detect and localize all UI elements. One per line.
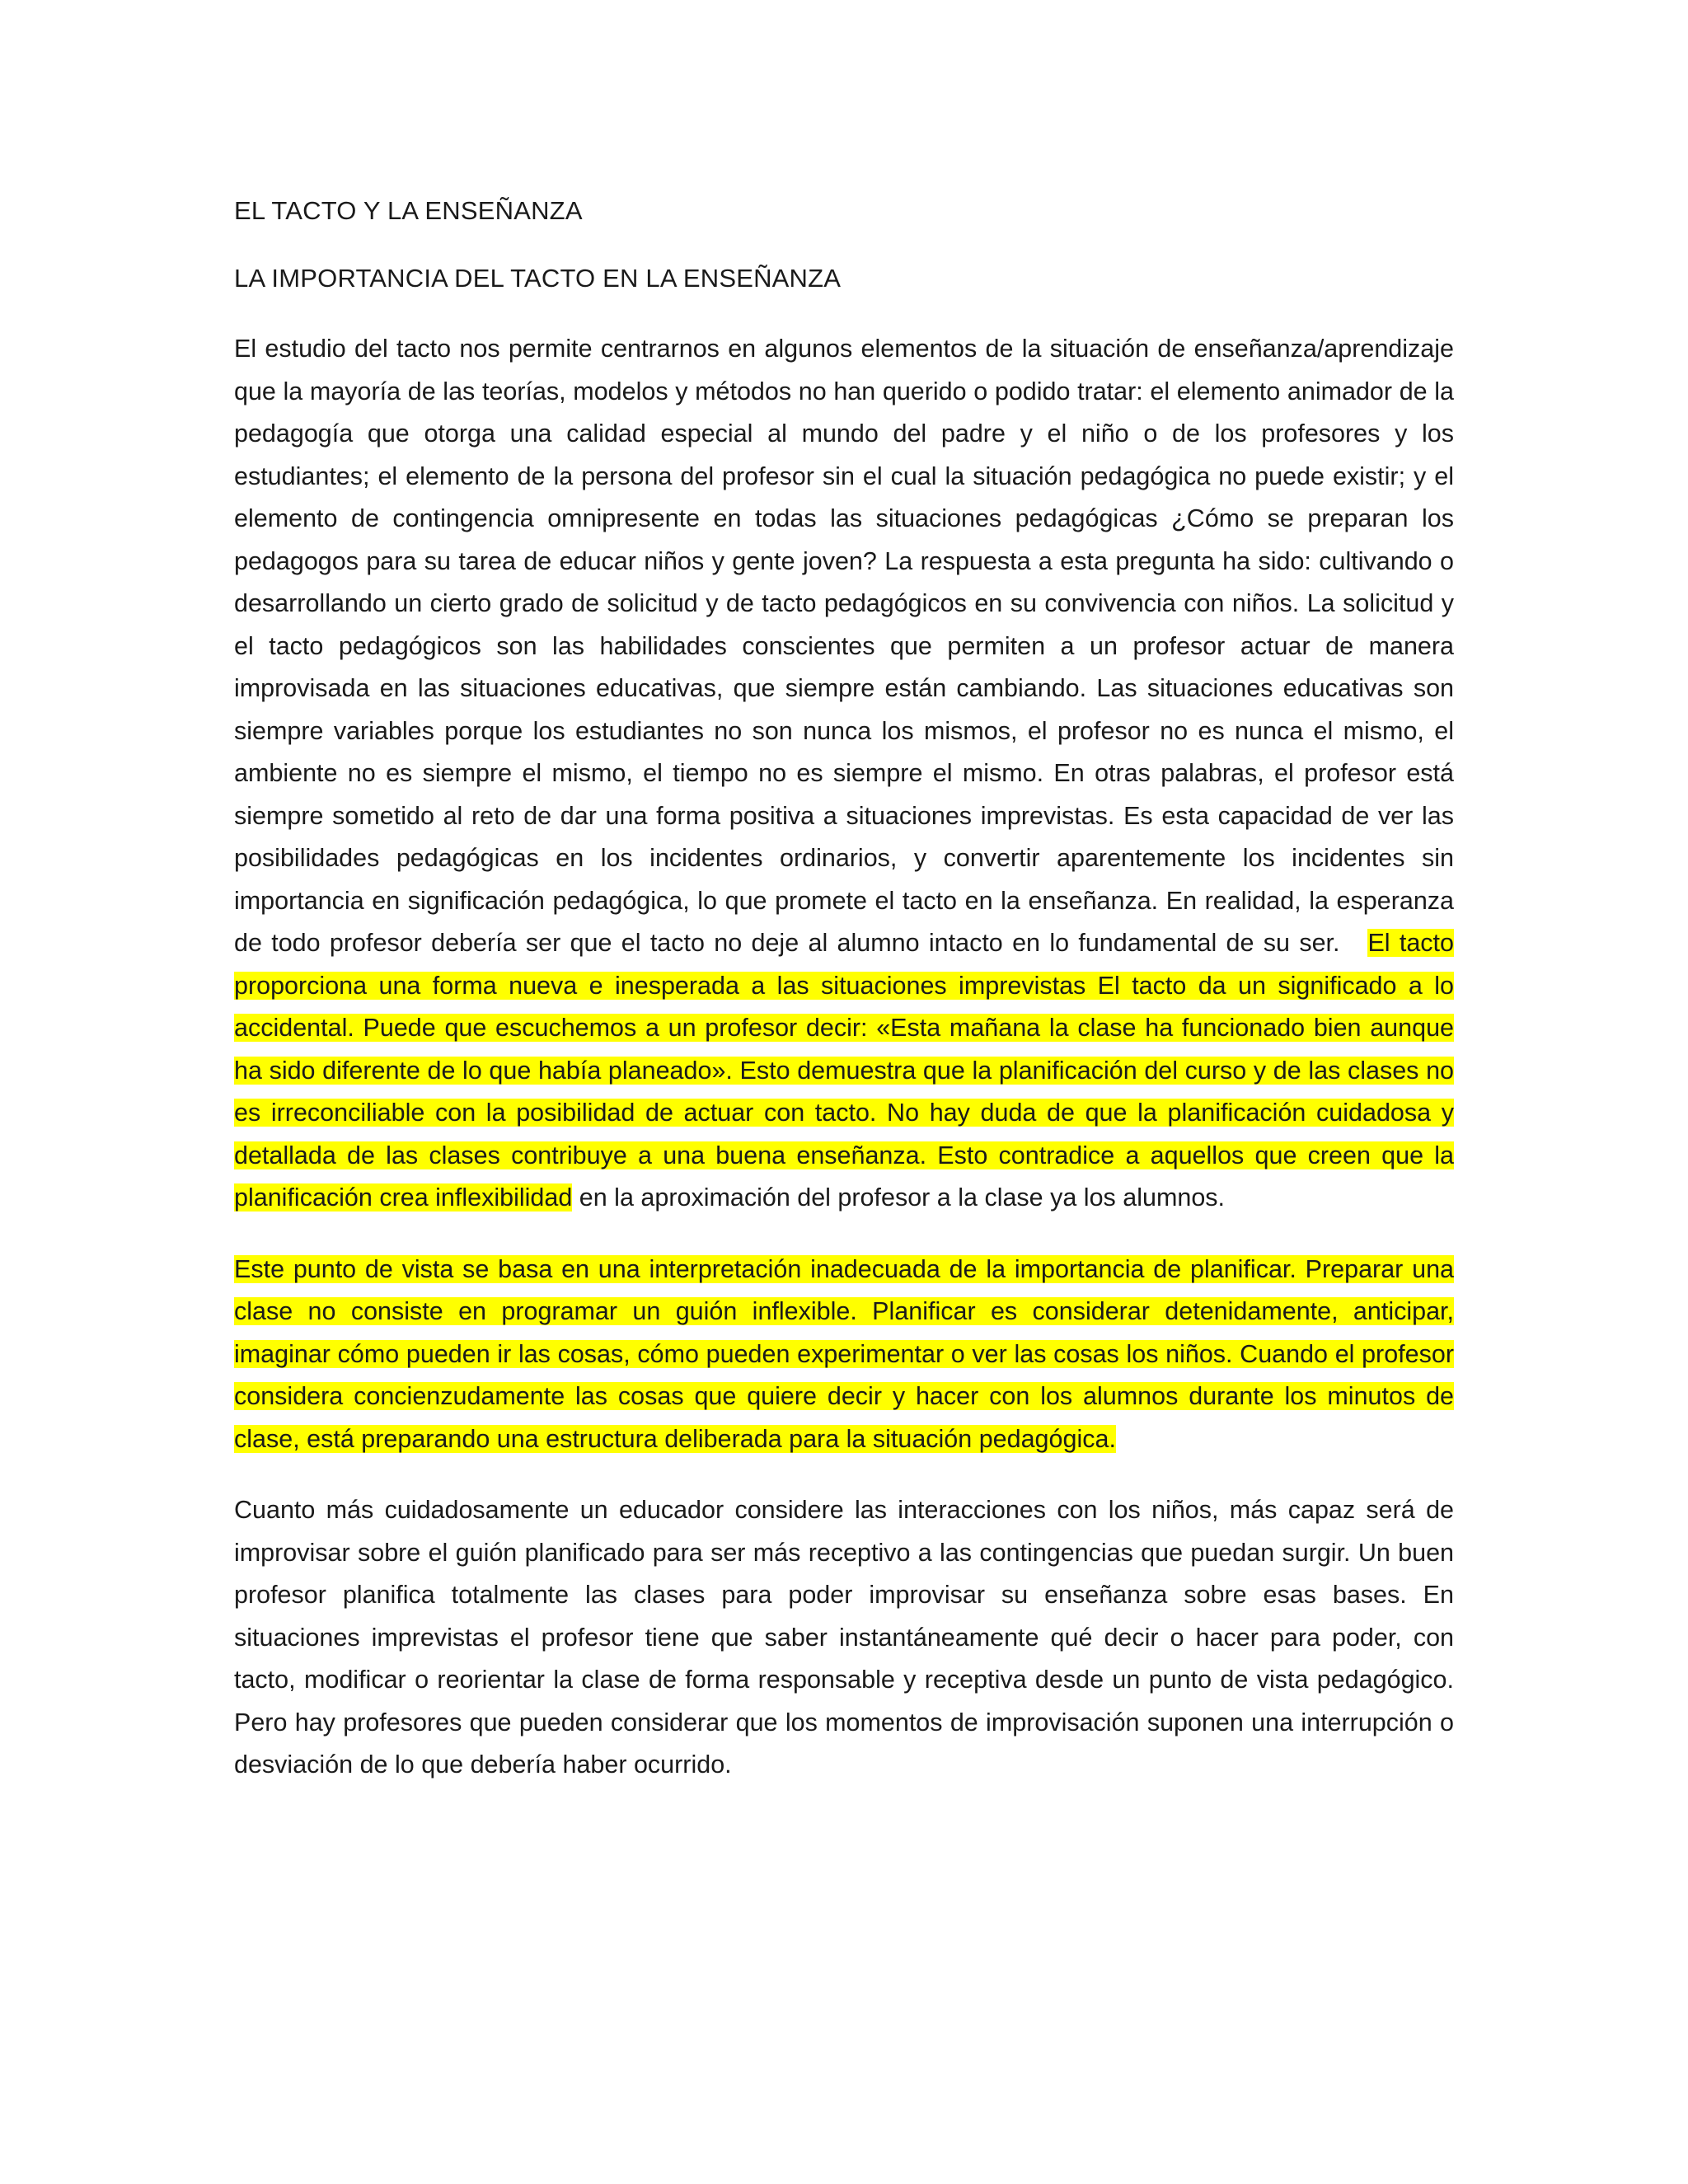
paragraph-1-plain-text: El estudio del tacto nos permite centrarnos en algunos elementos de la situación de enseñanza/aprendizaje que la mayoría de las teorías, modelos y métodos no han querido o podido tratar: el elemento animador de la pedagogía que otorga una calidad especial al mundo del padre y el niño o de los profesores y los estudiantes; el elemento de la persona del profesor sin el cual la situación pedagógica no puede existir; y el elemento de contingencia omnipresente en todas las situaciones pedagógicas ¿Cómo se preparan los pedagogos para su tarea de educar niños y gente joven? La respuesta a esta pregunta ha sido: cultivando o desarrollando un cierto grado de solicitud y de tacto pedagógicos en su convivencia con niños. La solicitud y el tacto pedagógicos son las habilidades conscientes que permiten a un profesor actuar de manera improvisada en las situaciones educativas, que siempre están cambiando. Las situaciones educativas son siempre variables porque los estudiantes no son nunca los mismos, el profesor no es nunca el mismo, el ambiente no es siempre el mismo, el tiempo no es siempre el mismo. En otras palabras, el profesor está siempre sometido al reto de dar una forma positiva a situaciones imprevistas. Es esta capacidad de ver las posibilidades pedagógicas en los incidentes ordinarios, y convertir aparentemente los incidentes sin importancia en significación pedagógica, lo que promete el tacto en la enseñanza. En realidad, la esperanza de todo profesor debería ser que el tacto no deje al alumno intacto en lo fundamental de su ser. [234, 335, 1454, 957]
document-body [234, 194, 1454, 1816]
paragraph-2-highlighted-text: Este punto de vista se basa en una interpretación inadecuada de la importancia de planificar. Preparar una clase no consiste en programar un guión inflexible. Planificar es considerar detenidamente, anticipar, imaginar cómo pueden ir las cosas, cómo pueden experimentar o ver las cosas los niños. Cuando el profesor considera concienzudamente las cosas que quiere decir y hacer con los alumnos durante los minutos de clase, está preparando una estructura deliberada para la situación pedagógica. [234, 1254, 1454, 1453]
document-subtitle: LA IMPORTANCIA DEL TACTO EN LA ENSEÑANZA [234, 264, 842, 293]
paragraph-1-tail-text: en la aproximación del profesor a la clase ya los alumnos. [579, 1183, 1226, 1212]
document-title: EL TACTO Y LA ENSEÑANZA [234, 196, 583, 225]
paragraph-1-highlighted-text: El tacto proporciona una forma nueva e inesperada a las situaciones imprevistas El tacto da un significado a lo accidental. Puede que escuchemos a un profesor decir: «Esta mañana la clase ha funcionado bien aunque ha sido diferente de lo que había planeado». Esto demuestra que la planificación del curso y de las clases no es irreconciliable con la posibilidad de actuar con tacto. No hay duda de que la planificación cuidadosa y detallada de las clases contribuye a una buena enseñanza. Esto contradice a aquellos que creen que la planificación crea inflexibilidad [234, 929, 1454, 1212]
paragraph-3-plain-text: Cuanto más cuidadosamente un educador considere las interacciones con los niños, más capaz será de improvisar sobre el guión planificado para ser más receptivo a las contingencias que puedan surgir. Un buen profesor planifica totalmente las clases para poder improvisar su enseñanza sobre esas bases. En situaciones imprevistas el profesor tiene que saber instantáneamente qué decir o hacer para poder, con tacto, modificar o reorientar la clase de forma responsable y receptiva desde un punto de vista pedagógico. Pero hay profesores que pueden considerar que los momentos de improvisación suponen una interrupción o desviación de lo que debería haber ocurrido. [234, 1496, 1454, 1779]
paragraph-3 [234, 1489, 1454, 1787]
paragraph-2 [234, 1249, 1454, 1461]
paragraph-1 [234, 328, 1454, 1220]
